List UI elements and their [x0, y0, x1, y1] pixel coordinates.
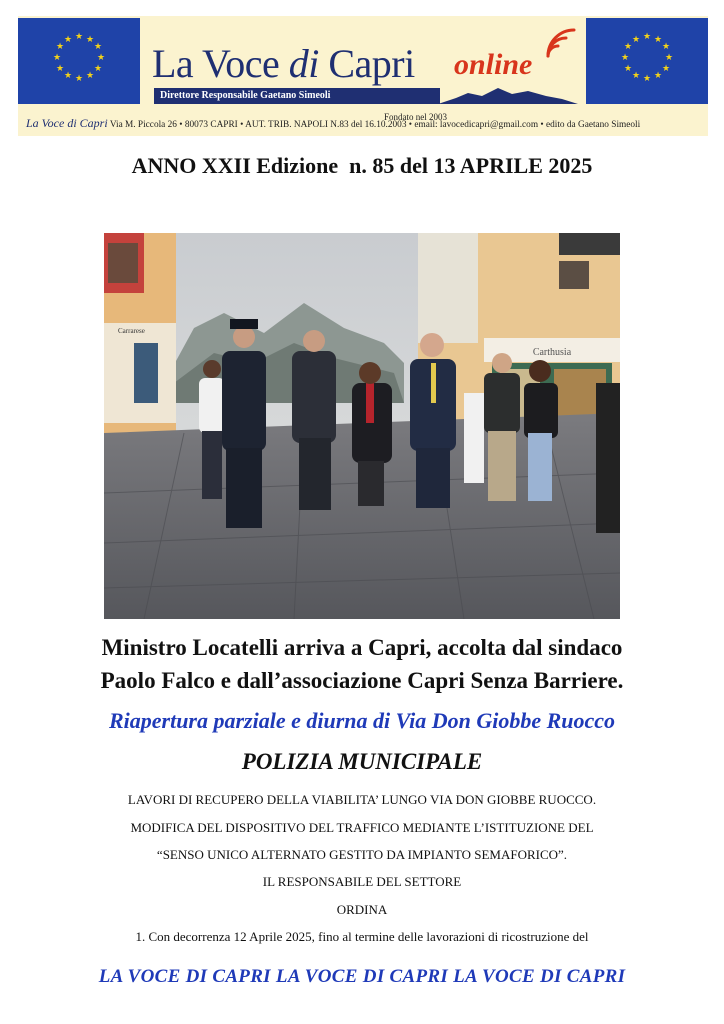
- svg-text:★: ★: [55, 42, 65, 52]
- svg-text:★: ★: [85, 71, 95, 81]
- eu-flag-icon: [586, 18, 708, 104]
- shop-sign-left: Carrarese: [118, 327, 145, 335]
- svg-text:★: ★: [661, 42, 671, 52]
- body-line: MODIFICA DEL DISPOSITIVO DEL TRAFFICO MEDIANTE L’ISTITUZIONE DEL: [130, 820, 594, 835]
- svg-text:★: ★: [653, 35, 663, 45]
- capri-island-silhouette: [438, 84, 578, 106]
- svg-text:★: ★: [653, 71, 663, 81]
- svg-text:★: ★: [631, 71, 641, 81]
- article-photo[interactable]: [104, 233, 620, 619]
- subheadline[interactable]: Riapertura parziale e diurna di Via Don Giobbe Ruocco: [108, 708, 616, 733]
- address-brand: La Voce di Capri: [26, 116, 108, 130]
- signal-waves-icon: [542, 26, 582, 62]
- eu-flag-icon: [18, 18, 140, 104]
- logo-online: online: [454, 48, 533, 81]
- publisher-address: [18, 116, 708, 131]
- svg-text:★: ★: [623, 42, 633, 52]
- street-scene-image: [104, 233, 620, 619]
- footer-banner: LA VOCE DI CAPRI LA VOCE DI CAPRI LA VOCE DI CAPRI: [98, 966, 626, 987]
- svg-text:★: ★: [63, 35, 73, 45]
- svg-text:★: ★: [74, 74, 84, 84]
- headline-line-2[interactable]: Paolo Falco e dall’associazione Capri Senza Barriere.: [100, 668, 624, 693]
- svg-text:★: ★: [52, 53, 62, 63]
- section-title: POLIZIA MUNICIPALE: [241, 749, 483, 774]
- svg-text:★: ★: [623, 64, 633, 74]
- svg-text:★: ★: [664, 53, 674, 63]
- director-bar: Direttore Responsabile Gaetano Simeoli: [154, 88, 440, 104]
- svg-text:★: ★: [642, 32, 652, 42]
- logo-title: La Voce di Capri: [152, 41, 415, 86]
- body-line: 1. Con decorrenza 12 Aprile 2025, fino al termine delle lavorazioni di ricostruzione del: [135, 929, 589, 944]
- body-line: IL RESPONSABILE DEL SETTORE: [262, 874, 462, 889]
- svg-text:★: ★: [661, 64, 671, 74]
- edition-line: ANNO XXII Edizione n. 85 del 13 APRILE 2025: [131, 153, 593, 178]
- svg-text:★: ★: [642, 74, 652, 84]
- svg-text:★: ★: [55, 64, 65, 74]
- founded-note: Fondato nel 2003: [384, 112, 447, 122]
- headline-line-1[interactable]: Ministro Locatelli arriva a Capri, accolta dal sindaco: [101, 635, 623, 660]
- svg-text:★: ★: [93, 42, 103, 52]
- body-line: ORDINA: [336, 902, 388, 917]
- svg-text:★: ★: [96, 53, 106, 63]
- body-line: LAVORI DI RECUPERO DELLA VIABILITA’ LUNGO VIA DON GIOBBE RUOCCO.: [127, 792, 597, 807]
- svg-text:★: ★: [620, 53, 630, 63]
- shop-sign-right: Carthusia: [532, 347, 572, 358]
- svg-text:★: ★: [74, 32, 84, 42]
- masthead: [18, 16, 708, 136]
- newspaper-logo[interactable]: [148, 26, 578, 122]
- svg-text:★: ★: [631, 35, 641, 45]
- svg-text:★: ★: [85, 35, 95, 45]
- body-line: “SENSO UNICO ALTERNATO GESTITO DA IMPIANTO SEMAFORICO”.: [156, 847, 568, 862]
- svg-text:★: ★: [93, 64, 103, 74]
- address-text: Via M. Piccola 26 • 80073 CAPRI • AUT. TRIB. NAPOLI N.83 del 16.10.2003 • email: lavocedicapri@gmail.com • edito da Gaetano Simeoli: [109, 120, 641, 130]
- svg-text:★: ★: [63, 71, 73, 81]
